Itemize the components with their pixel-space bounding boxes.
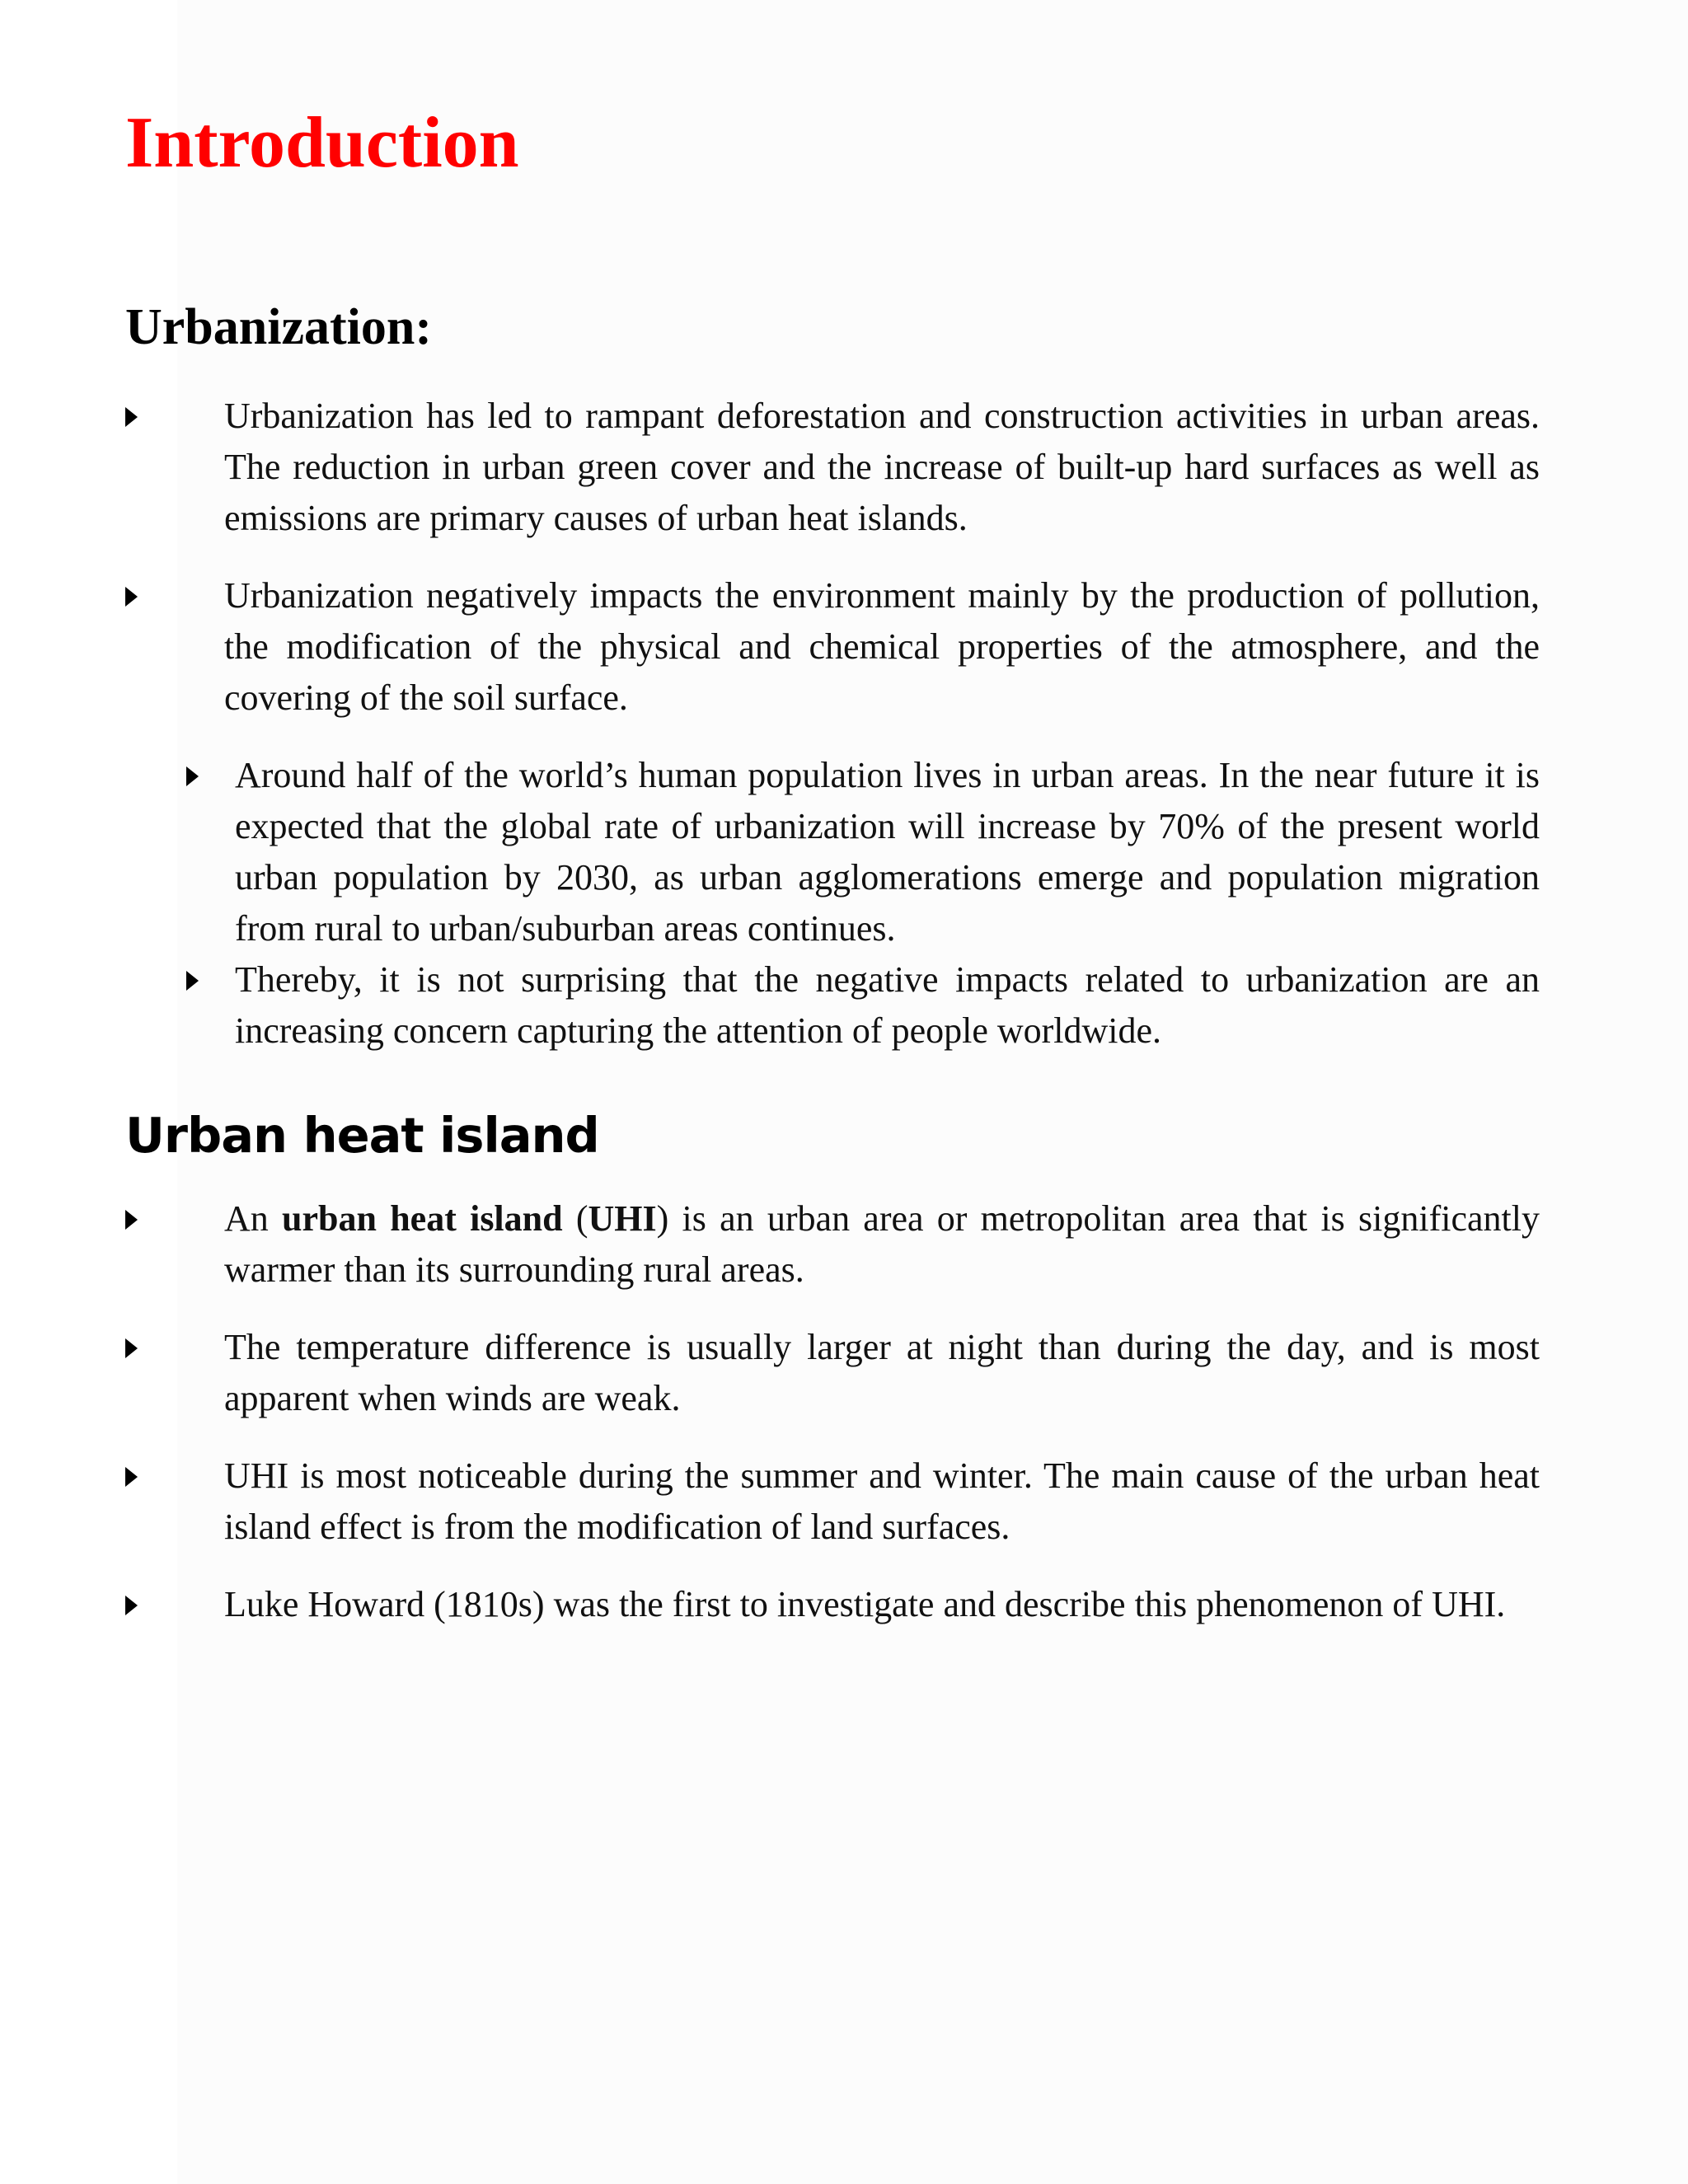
list-item-text: Thereby, it is not surprising that the negative impacts related to urbanization are an increasing concern capturing the attention of people worldwide. bbox=[235, 959, 1540, 1051]
list-item-text: UHI is most noticeable during the summer and winter. The main cause of the urban heat island effect is from the modification of land surfaces. bbox=[224, 1455, 1540, 1547]
list-item-text: The temperature difference is usually larger at night than during the day, and is most apparent when winds are weak. bbox=[224, 1327, 1540, 1418]
list-item-text: Urbanization negatively impacts the environment mainly by the production of pollution, the modification of the physical and chemical properties of the atmosphere, and the covering of the soil surface. bbox=[224, 575, 1540, 718]
urbanization-bullet-list bbox=[125, 391, 1540, 1057]
text-span: ) is an urban area or metropolitan area that is significantly warmer than its surrounding rural areas. bbox=[224, 1198, 1540, 1290]
bold-term-urban-heat-island: urban heat island bbox=[282, 1198, 563, 1239]
triangle-bullet-icon bbox=[186, 971, 199, 991]
bold-abbreviation-uhi: UHI bbox=[588, 1198, 657, 1239]
triangle-bullet-icon bbox=[125, 587, 138, 607]
list-item bbox=[125, 1451, 1540, 1553]
list-item-text: Urbanization has led to rampant deforestation and construction activities in urban areas. The reduction in urban green cover and the increase of built-up hard surfaces as well as emissions are primary causes of urban heat islands. bbox=[224, 396, 1540, 538]
triangle-bullet-icon bbox=[125, 1596, 138, 1615]
section-heading-urbanization: Urbanization: bbox=[125, 299, 432, 355]
triangle-bullet-icon bbox=[125, 1338, 138, 1358]
triangle-bullet-icon bbox=[186, 766, 199, 786]
list-item bbox=[125, 391, 1540, 544]
triangle-bullet-icon bbox=[125, 1467, 138, 1487]
text-span: An bbox=[224, 1198, 283, 1239]
list-item-text: Luke Howard (1810s) was the first to investigate and describe this phenomenon of UHI. bbox=[224, 1584, 1506, 1624]
list-item bbox=[125, 750, 1540, 954]
list-item bbox=[125, 1322, 1540, 1424]
list-item bbox=[125, 570, 1540, 724]
document-content bbox=[125, 103, 1540, 1657]
triangle-bullet-icon bbox=[125, 407, 138, 427]
triangle-bullet-icon bbox=[125, 1210, 138, 1230]
urban-heat-island-bullet-list bbox=[125, 1193, 1540, 1630]
list-item-text: Around half of the world’s human population lives in urban areas. In the near future it is expected that the global rate of urbanization will increase by 70% of the present world urban population by 2030, as urban agglomerations emerge and population migration from rural to urban/suburban areas continues. bbox=[235, 755, 1540, 949]
list-item bbox=[125, 1193, 1540, 1296]
list-item bbox=[125, 1579, 1540, 1630]
document-title: Introduction bbox=[125, 103, 519, 183]
section-heading-urban-heat-island: Urban heat island bbox=[125, 1107, 599, 1164]
list-item bbox=[125, 954, 1540, 1057]
text-span: ( bbox=[562, 1198, 588, 1239]
list-item-text bbox=[224, 1193, 1540, 1296]
